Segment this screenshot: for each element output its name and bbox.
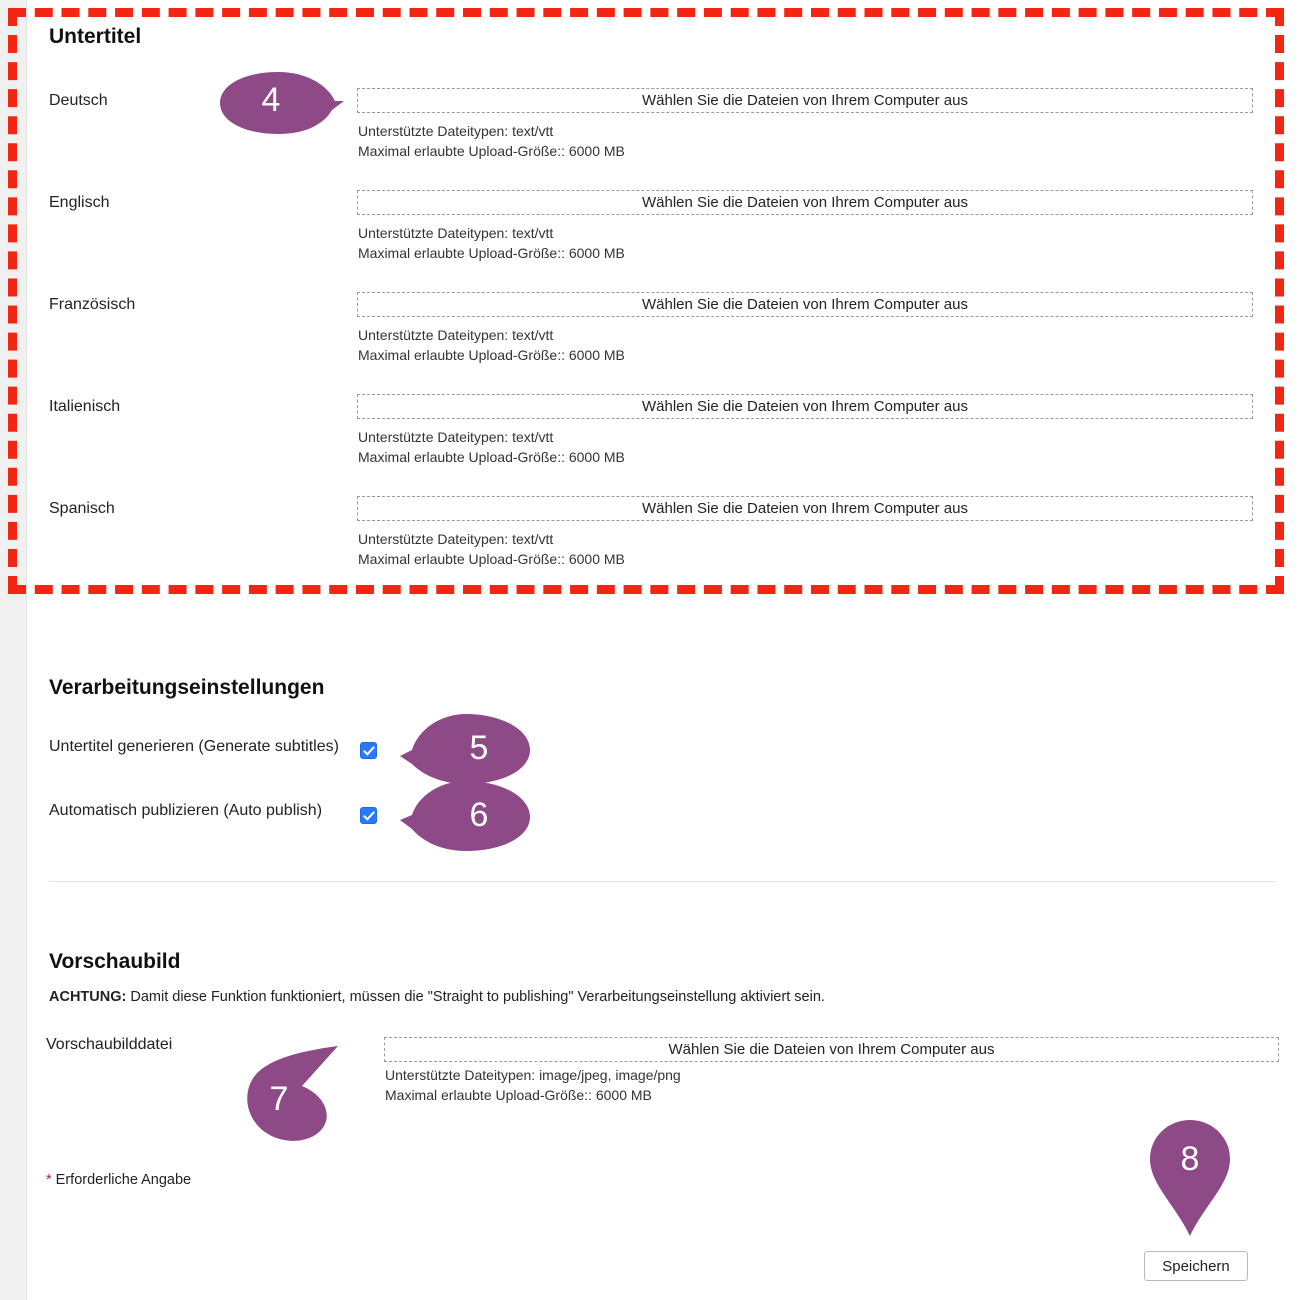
callout-marker-4 bbox=[216, 70, 346, 138]
callout-marker-5 bbox=[398, 712, 538, 786]
form-content bbox=[27, 0, 1300, 1300]
thumbnail-heading: Vorschaubild bbox=[49, 950, 181, 973]
subtitle-hint-types-spanisch: Unterstützte Dateitypen: text/vtt bbox=[358, 531, 554, 547]
thumbnail-warning bbox=[49, 989, 825, 1005]
processing-heading: Verarbeitungseinstellungen bbox=[49, 676, 325, 699]
processing-label-generate-subtitles: Untertitel generieren (Generate subtitles) bbox=[49, 738, 339, 755]
subtitle-label-englisch: Englisch bbox=[49, 194, 110, 211]
callout-marker-8 bbox=[1146, 1118, 1234, 1238]
subtitle-label-deutsch: Deutsch bbox=[49, 92, 108, 109]
subtitle-label-italienisch: Italienisch bbox=[49, 398, 121, 415]
required-text: Erforderliche Angabe bbox=[51, 1172, 192, 1188]
callout-marker-7 bbox=[240, 1040, 350, 1145]
processing-label-auto-publish: Automatisch publizieren (Auto publish) bbox=[49, 802, 323, 819]
save-button[interactable]: Speichern bbox=[1144, 1251, 1248, 1281]
thumbnail-hint-size: Maximal erlaubte Upload-Größe:: 6000 MB bbox=[385, 1087, 652, 1103]
subtitle-hint-size-spanisch: Maximal erlaubte Upload-Größe:: 6000 MB bbox=[358, 551, 625, 567]
subtitle-file-input-spanisch[interactable]: Wählen Sie die Dateien von Ihrem Computer aus bbox=[357, 496, 1253, 521]
required-star: * bbox=[46, 1172, 52, 1188]
processing-checkbox-auto-publish[interactable] bbox=[360, 807, 377, 824]
subtitle-file-input-englisch[interactable]: Wählen Sie die Dateien von Ihrem Computer aus bbox=[357, 190, 1253, 215]
thumbnail-field-label: Vorschaubilddatei bbox=[46, 1036, 173, 1053]
callout-marker-7-number: 7 bbox=[269, 1080, 289, 1118]
subtitle-hint-types-italienisch: Unterstützte Dateitypen: text/vtt bbox=[358, 429, 554, 445]
subtitle-hint-size-englisch: Maximal erlaubte Upload-Größe:: 6000 MB bbox=[358, 245, 625, 261]
callout-marker-4-number: 4 bbox=[261, 81, 281, 119]
section-divider bbox=[49, 881, 1277, 882]
thumbnail-file-input[interactable]: Wählen Sie die Dateien von Ihrem Computer aus bbox=[384, 1037, 1279, 1062]
subtitle-label-franzoesisch: Französisch bbox=[49, 296, 136, 313]
callout-marker-6-number: 6 bbox=[469, 796, 489, 834]
subtitle-hint-size-italienisch: Maximal erlaubte Upload-Größe:: 6000 MB bbox=[358, 449, 625, 465]
subtitle-hint-size-deutsch: Maximal erlaubte Upload-Größe:: 6000 MB bbox=[358, 143, 625, 159]
subtitles-heading: Untertitel bbox=[49, 25, 142, 48]
subtitle-hint-types-englisch: Unterstützte Dateitypen: text/vtt bbox=[358, 225, 554, 241]
subtitle-file-input-franzoesisch[interactable]: Wählen Sie die Dateien von Ihrem Computer aus bbox=[357, 292, 1253, 317]
callout-marker-8-number: 8 bbox=[1180, 1140, 1200, 1178]
callout-marker-5-number: 5 bbox=[469, 729, 489, 767]
callout-marker-6 bbox=[398, 779, 538, 853]
thumbnail-warning-prefix: ACHTUNG: bbox=[49, 989, 127, 1005]
subtitle-hint-types-deutsch: Unterstützte Dateitypen: text/vtt bbox=[358, 123, 554, 139]
subtitle-file-input-deutsch[interactable]: Wählen Sie die Dateien von Ihrem Computer aus bbox=[357, 88, 1253, 113]
thumbnail-warning-text: Damit diese Funktion funktioniert, müssen die "Straight to publishing" Verarbeitungseinstellung aktiviert sein. bbox=[126, 989, 825, 1005]
subtitle-hint-types-franzoesisch: Unterstützte Dateitypen: text/vtt bbox=[358, 327, 554, 343]
processing-checkbox-generate-subtitles[interactable] bbox=[360, 742, 377, 759]
subtitle-hint-size-franzoesisch: Maximal erlaubte Upload-Größe:: 6000 MB bbox=[358, 347, 625, 363]
page-left-edge bbox=[0, 0, 27, 1300]
required-field-note bbox=[46, 1172, 191, 1188]
subtitle-file-input-italienisch[interactable]: Wählen Sie die Dateien von Ihrem Computer aus bbox=[357, 394, 1253, 419]
thumbnail-hint-types: Unterstützte Dateitypen: image/jpeg, image/png bbox=[385, 1067, 681, 1083]
subtitle-label-spanisch: Spanisch bbox=[49, 500, 115, 517]
